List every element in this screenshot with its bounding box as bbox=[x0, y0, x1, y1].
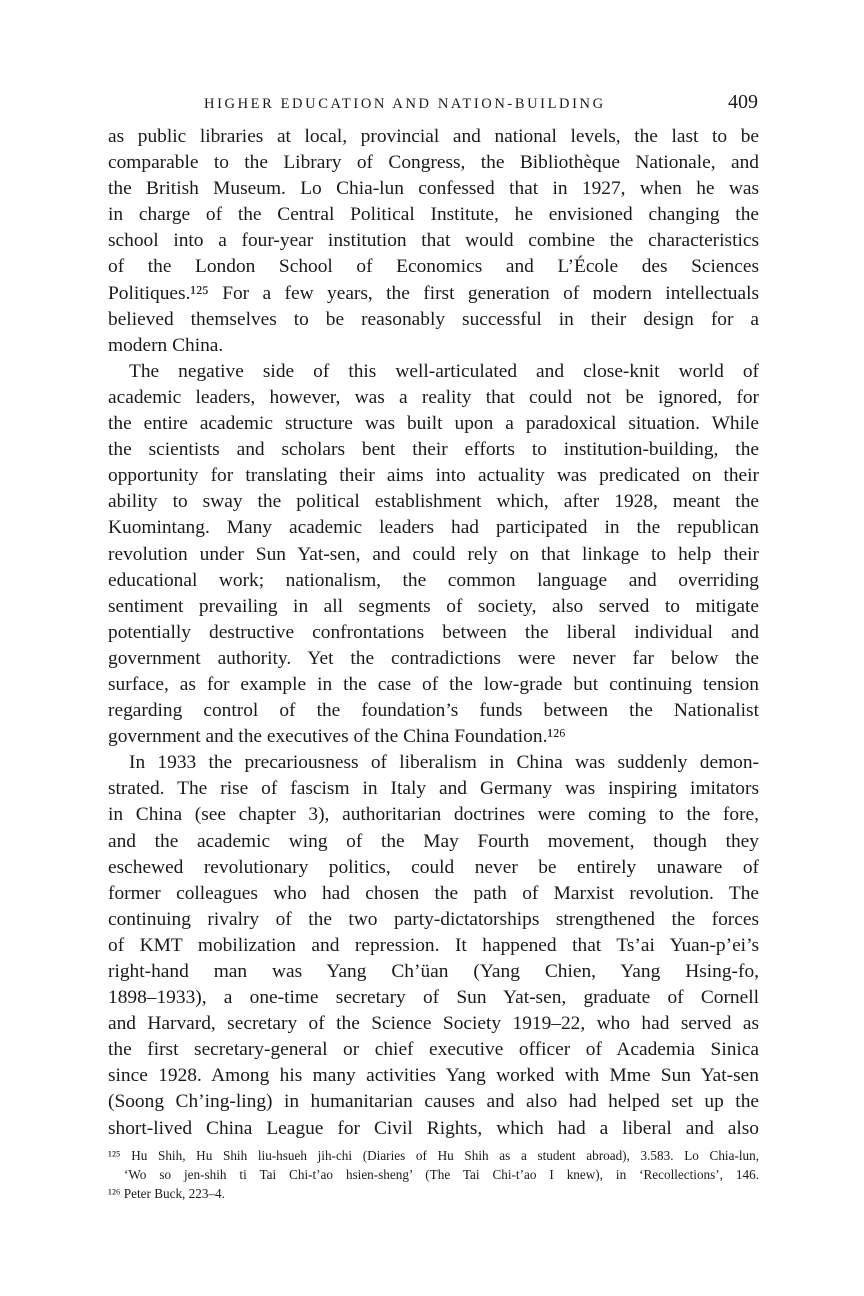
text-line: in China (see chapter 3), authoritarian doctrines were coming to the fore, bbox=[108, 804, 759, 826]
text-line: of the London School of Economics and L’École des Sciences bbox=[108, 256, 759, 278]
text-line: and Harvard, secretary of the Science Society 1919–22, who had served as bbox=[108, 1013, 759, 1035]
footnote-126: ¹²⁶ Peter Buck, 223–4. bbox=[108, 1186, 225, 1201]
text-line: (Soong Ch’ing-ling) in humanitarian causes and also had helped set up the bbox=[108, 1091, 759, 1113]
text-line: and the academic wing of the May Fourth movement, though they bbox=[108, 830, 759, 852]
text-line: regarding control of the foundation’s funds between the Nationalist bbox=[108, 700, 759, 722]
text-line: educational work; nationalism, the common language and overriding bbox=[108, 569, 759, 591]
text-line: strated. The rise of fascism in Italy and Germany was inspiring imitators bbox=[108, 778, 759, 800]
text-line: continuing rivalry of the two party-dictatorships strengthened the forces bbox=[108, 908, 759, 930]
text-line: school into a four-year institution that would combine the characteristics bbox=[108, 230, 759, 252]
text-line: the first secretary-general or chief executive officer of Academia Sinica bbox=[108, 1039, 759, 1061]
body-text bbox=[108, 124, 759, 1142]
text-line: modern China. bbox=[108, 334, 224, 356]
text-line: government and the executives of the China Foundation.¹²⁶ bbox=[108, 726, 566, 748]
text-line: revolution under Sun Yat-sen, and could rely on that linkage to help their bbox=[108, 543, 759, 565]
text-line: government authority. Yet the contradictions were never far below the bbox=[108, 647, 759, 669]
text-line: the British Museum. Lo Chia-lun confessed that in 1927, when he was bbox=[108, 178, 759, 200]
text-line: comparable to the Library of Congress, the Bibliothèque Nationale, and bbox=[108, 152, 759, 174]
text-line: Politiques.¹²⁵ For a few years, the first generation of modern intellectuals bbox=[108, 282, 759, 304]
text-line: potentially destructive confrontations between the liberal individual and bbox=[108, 621, 759, 643]
text-line: surface, as for example in the case of the low-grade but continuing tension bbox=[108, 673, 759, 695]
text-line: ability to sway the political establishment which, after 1928, meant the bbox=[108, 491, 759, 513]
text-line: right-hand man was Yang Ch’üan (Yang Chien, Yang Hsing-fo, bbox=[108, 961, 759, 982]
text-line: in charge of the Central Political Institute, he envisioned changing the bbox=[108, 204, 759, 226]
running-title: HIGHER EDUCATION AND NATION-BUILDING bbox=[204, 96, 606, 112]
text-line: academic leaders, however, was a reality that could not be ignored, for bbox=[108, 386, 759, 408]
text-line: former colleagues who had chosen the path of Marxist revolution. The bbox=[108, 882, 759, 904]
text-line: believed themselves to be reasonably successful in their design for a bbox=[108, 308, 759, 330]
text-line: The negative side of this well-articulated and close-knit world of bbox=[129, 360, 759, 382]
text-line: short-lived China League for Civil Rights, which had a liberal and also bbox=[108, 1117, 759, 1139]
text-line: 1898–1933), a one-time secretary of Sun Yat-sen, graduate of Cornell bbox=[108, 987, 759, 1009]
footnotes bbox=[108, 1146, 759, 1203]
text-line: opportunity for translating their aims into actuality was predicated on their bbox=[108, 465, 759, 487]
text-line: sentiment prevailing in all segments of society, also served to mitigate bbox=[108, 595, 759, 617]
footnote-125-continued: ‘Wo so jen-shih ti Tai Chi-t’ao hsien-sheng’ (The Tai Chi-t’ao I knew), in ‘Recollections’, 146. bbox=[124, 1167, 759, 1182]
footnote-125: ¹²⁵ Hu Shih, Hu Shih liu-hsueh jih-chi (Diaries of Hu Shih as a student abroad), 3.583. Lo Chia-lun, bbox=[108, 1148, 759, 1163]
text-line: Kuomintang. Many academic leaders had participated in the republican bbox=[108, 517, 759, 539]
text-line: eschewed revolutionary politics, could never be entirely unaware of bbox=[108, 856, 759, 878]
text-line: as public libraries at local, provincial and national levels, the last to be bbox=[108, 126, 759, 147]
text-line: since 1928. Among his many activities Yang worked with Mme Sun Yat-sen bbox=[108, 1065, 759, 1087]
text-line: In 1933 the precariousness of liberalism in China was suddenly demon- bbox=[129, 752, 759, 774]
running-header bbox=[108, 92, 758, 116]
text-line: the entire academic structure was built upon a paradoxical situation. While bbox=[108, 413, 759, 435]
page-number: 409 bbox=[728, 91, 758, 113]
text-line: the scientists and scholars bent their efforts to institution-building, the bbox=[108, 439, 759, 461]
text-line: of KMT mobilization and repression. It happened that Ts’ai Yuan-p’ei’s bbox=[108, 934, 759, 956]
